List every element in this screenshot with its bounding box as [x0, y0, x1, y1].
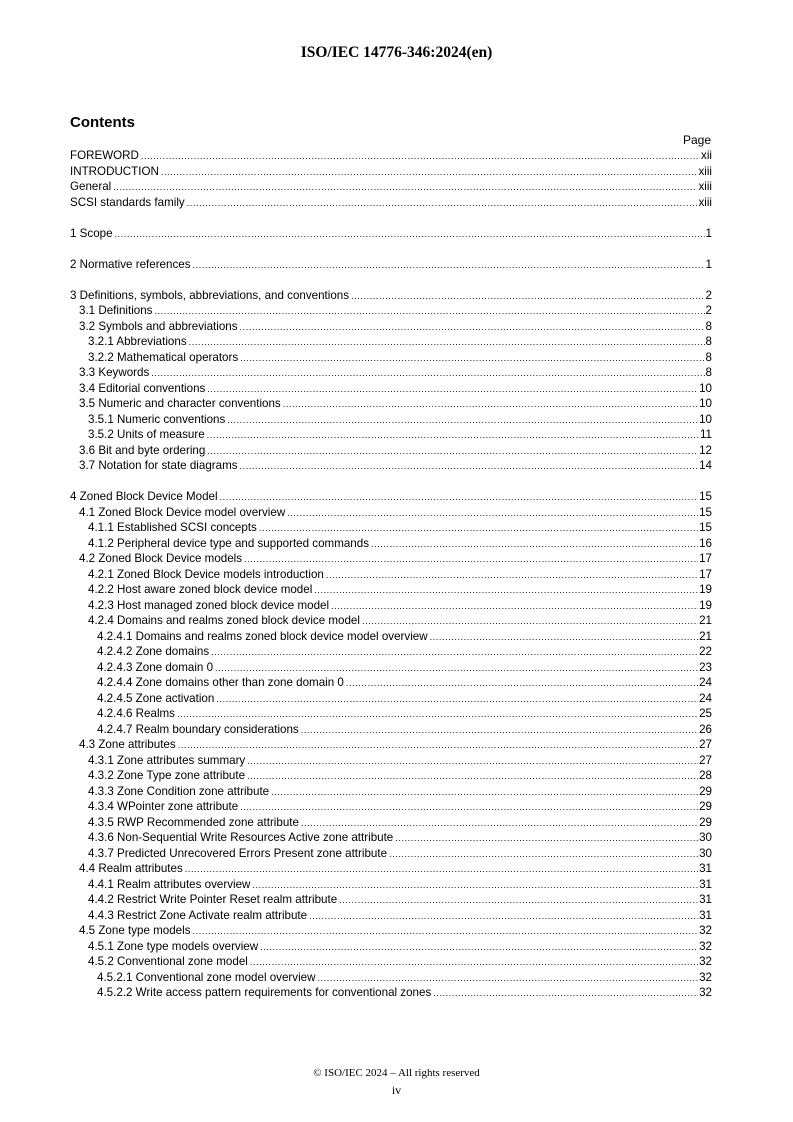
toc-entry-label: 4.1.2 Peripheral device type and supported commands [88, 536, 369, 550]
toc-entry-page: 24 [699, 676, 712, 689]
toc-dot-leader [433, 985, 698, 1001]
toc-entry-page: 30 [699, 831, 712, 844]
toc-entry-page: 31 [699, 862, 712, 875]
toc-entry-label: 4.3.5 RWP Recommended zone attribute [88, 815, 299, 829]
toc-entry-label: 4 Zoned Block Device Model [70, 490, 218, 503]
toc-dot-leader [326, 567, 698, 583]
toc-entry-label: FOREWORD [70, 149, 139, 162]
toc-dot-leader [244, 551, 698, 567]
toc-dot-leader [240, 458, 699, 474]
toc-entry[interactable] [70, 288, 712, 304]
toc-entry[interactable] [70, 846, 712, 862]
toc-entry[interactable] [70, 923, 712, 939]
toc-entry-page: 12 [699, 443, 712, 457]
toc-dot-leader [187, 195, 698, 211]
toc-entry[interactable] [70, 458, 712, 474]
toc-entry-page: 32 [699, 939, 712, 953]
contents-title: Contents [70, 114, 135, 131]
toc-entry-label: 4.2.4.1 Domains and realms zoned block device model overview [97, 629, 428, 643]
toc-dot-leader [220, 489, 699, 505]
toc-entry-page: 22 [699, 645, 712, 658]
toc-entry-page: xiii [698, 195, 712, 209]
toc-entry-label: 4.3.4 WPointer zone attribute [88, 800, 239, 813]
toc-entry-label: 4.3 Zone attributes [79, 738, 176, 751]
toc-entry-page: 24 [699, 691, 712, 705]
toc-dot-leader [314, 582, 698, 598]
toc-entry[interactable] [70, 753, 712, 769]
toc-entry-label: INTRODUCTION [70, 164, 159, 178]
toc-entry[interactable] [70, 691, 712, 707]
toc-entry-page: 14 [699, 459, 712, 472]
toc-entry-label: 3.4 Editorial conventions [79, 381, 206, 395]
toc-entry-page: 30 [699, 846, 712, 860]
toc-entry-page: 15 [699, 490, 712, 503]
toc-entry-label: 4.3.6 Non-Sequential Write Resources Active zone attribute [88, 831, 394, 844]
toc-entry-page: 19 [699, 598, 712, 612]
toc-entry-label: 4.4.1 Realm attributes overview [88, 877, 251, 891]
toc-entry-page: 32 [699, 986, 712, 999]
toc-entry[interactable] [70, 908, 712, 924]
toc-entry[interactable] [70, 551, 712, 567]
toc-dot-leader [193, 257, 705, 273]
toc-entry[interactable] [70, 737, 712, 753]
toc-dot-leader [309, 908, 698, 924]
toc-entry-label: 3.7 Notation for state diagrams [79, 459, 238, 472]
toc-dot-leader [161, 164, 698, 180]
toc-dot-leader [250, 954, 698, 970]
toc-dot-leader [430, 629, 699, 645]
toc-dot-leader [211, 644, 698, 660]
toc-entry-page: 31 [699, 893, 712, 906]
toc-entry-label: 2 Normative references [70, 257, 191, 271]
toc-dot-leader [154, 303, 704, 319]
document-header: ISO/IEC 14776-346:2024(en) [300, 44, 493, 61]
toc-dot-leader [240, 350, 704, 366]
toc-entry-page: 32 [699, 955, 712, 968]
toc-entry-page: 31 [699, 908, 712, 922]
toc-entry-label: 4.2.2 Host aware zoned block device model [88, 583, 313, 596]
page-number: iv [391, 1083, 402, 1097]
toc-dot-leader [178, 737, 698, 753]
toc-entry-page: 17 [699, 552, 712, 565]
toc-dot-leader [371, 536, 698, 552]
toc-entry-label: 4.2.4.3 Zone domain 0 [97, 660, 214, 674]
toc-dot-leader [151, 365, 704, 381]
toc-dot-leader [283, 396, 698, 412]
toc-entry[interactable] [70, 381, 712, 397]
toc-entry-label: 4.2.4.6 Realms [97, 707, 175, 720]
toc-dot-leader [351, 288, 704, 304]
toc-entry-page: 32 [699, 970, 712, 984]
toc-entry[interactable] [70, 675, 712, 691]
toc-entry[interactable] [70, 179, 712, 195]
toc-dot-leader [207, 427, 699, 443]
toc-dot-leader [207, 381, 698, 397]
toc-entry[interactable] [70, 257, 712, 273]
toc-entry[interactable] [70, 815, 712, 831]
toc-dot-leader [317, 970, 698, 986]
toc-dot-leader [215, 660, 698, 676]
toc-dot-leader [389, 846, 698, 862]
toc-entry-label: 4.2.4.5 Zone activation [97, 691, 215, 705]
toc-dot-leader [185, 861, 698, 877]
toc-dot-leader [362, 613, 698, 629]
toc-entry-page: 8 [705, 350, 712, 364]
toc-entry[interactable] [70, 334, 712, 350]
toc-entry[interactable] [70, 985, 712, 1001]
toc-entry[interactable] [70, 319, 712, 335]
toc-entry[interactable] [70, 148, 712, 164]
toc-dot-leader [260, 939, 698, 955]
toc-dot-leader [115, 226, 705, 242]
toc-entry-page: xii [701, 149, 712, 162]
toc-entry[interactable] [70, 644, 712, 660]
toc-entry[interactable] [70, 768, 712, 784]
toc-entry-label: 4.2.4 Domains and realms zoned block device model [88, 614, 360, 627]
toc-entry-label: 3.2.1 Abbreviations [88, 335, 187, 348]
toc-entry-page: 23 [699, 660, 712, 674]
toc-entry[interactable] [70, 706, 712, 722]
toc-entry-label: 4.5.2 Conventional zone model [88, 955, 248, 968]
toc-entry[interactable] [70, 939, 712, 955]
toc-entry-page: 27 [699, 753, 712, 767]
toc-entry-label: 3.2.2 Mathematical operators [88, 350, 239, 364]
toc-dot-leader [193, 923, 699, 939]
toc-dot-leader [240, 319, 705, 335]
toc-entry-label: 3.5.1 Numeric conventions [88, 412, 226, 426]
toc-entry-label: 4.3.2 Zone Type zone attribute [88, 769, 246, 782]
toc-entry-label: 4.3.3 Zone Condition zone attribute [88, 784, 270, 798]
toc-entry-page: 21 [699, 614, 712, 627]
toc-entry-label: 4.4.3 Restrict Zone Activate realm attribute [88, 908, 308, 922]
toc-entry-label: 3 Definitions, symbols, abbreviations, and conventions [70, 288, 350, 302]
toc-entry-page: 26 [699, 722, 712, 736]
toc-entry-label: 1 Scope [70, 226, 113, 240]
toc-dot-leader [207, 443, 698, 459]
toc-entry[interactable] [70, 892, 712, 908]
page-column-label: Page [682, 133, 711, 147]
toc-entry-label: 4.1.1 Established SCSI concepts [88, 521, 257, 534]
toc-entry-label: 4.2.4.4 Zone domains other than zone domain 0 [97, 676, 344, 689]
toc-entry-page: 10 [699, 397, 712, 410]
toc-entry-label: SCSI standards family [70, 195, 185, 209]
toc-entry-label: 4.5 Zone type models [79, 924, 191, 937]
toc-dot-leader [216, 691, 698, 707]
toc-entry-label: 3.5.2 Units of measure [88, 428, 205, 441]
toc-entry[interactable] [70, 520, 712, 536]
toc-dot-leader [113, 179, 697, 195]
toc-entry-label: 3.3 Keywords [79, 366, 150, 379]
toc-dot-leader [247, 768, 698, 784]
toc-entry-page: 19 [699, 583, 712, 596]
toc-entry-page: 8 [705, 319, 712, 333]
toc-entry[interactable] [70, 722, 712, 738]
toc-entry[interactable] [70, 164, 712, 180]
toc-entry-label: 4.5.1 Zone type models overview [88, 939, 259, 953]
toc-entry[interactable] [70, 226, 712, 242]
toc-entry-page: 21 [699, 629, 712, 643]
toc-entry[interactable] [70, 536, 712, 552]
toc-entry[interactable] [70, 427, 712, 443]
toc-dot-leader [301, 722, 698, 738]
toc-entry[interactable] [70, 303, 712, 319]
toc-entry[interactable] [70, 443, 712, 459]
toc-entry-page: 2 [705, 288, 712, 302]
toc-entry-page: 10 [699, 412, 712, 426]
toc-entry-page: 8 [705, 335, 712, 348]
toc-entry-page: 16 [699, 536, 712, 550]
toc-entry[interactable] [70, 350, 712, 366]
toc-entry-label: 4.4 Realm attributes [79, 862, 183, 875]
toc-entry-label: 4.5.2.2 Write access pattern requirements for conventional zones [97, 986, 432, 999]
toc-entry-page: 25 [699, 707, 712, 720]
toc-entry-page: 15 [699, 521, 712, 534]
toc-entry[interactable] [70, 799, 712, 815]
toc-entry-label: 3.1 Definitions [79, 304, 153, 317]
toc-entry-page: 17 [699, 567, 712, 581]
toc-entry[interactable] [70, 195, 712, 211]
toc-entry-page: xiii [698, 164, 712, 178]
toc-entry[interactable] [70, 970, 712, 986]
toc-entry[interactable] [70, 582, 712, 598]
table-of-contents [70, 148, 712, 1001]
toc-entry-page: 1 [705, 257, 712, 271]
toc-dot-leader [252, 877, 698, 893]
toc-entry[interactable] [70, 489, 712, 505]
toc-dot-leader [227, 412, 698, 428]
toc-entry[interactable] [70, 396, 712, 412]
toc-entry[interactable] [70, 660, 712, 676]
toc-entry-label: 4.4.2 Restrict Write Pointer Reset realm attribute [88, 893, 338, 906]
toc-entry-page: 32 [699, 924, 712, 937]
toc-entry-label: 3.6 Bit and byte ordering [79, 443, 206, 457]
toc-entry[interactable] [70, 830, 712, 846]
toc-entry-label: 4.3.1 Zone attributes summary [88, 753, 246, 767]
toc-entry[interactable] [70, 629, 712, 645]
toc-entry-page: 29 [699, 800, 712, 813]
toc-entry[interactable] [70, 954, 712, 970]
toc-entry[interactable] [70, 505, 712, 521]
toc-entry-page: 8 [705, 366, 712, 379]
toc-entry-label: 4.2 Zoned Block Device models [79, 552, 243, 565]
toc-dot-leader [141, 148, 700, 164]
toc-entry[interactable] [70, 861, 712, 877]
toc-dot-leader [346, 675, 698, 691]
toc-entry-label: 4.2.4.7 Realm boundary considerations [97, 722, 299, 736]
toc-dot-leader [247, 753, 698, 769]
toc-dot-leader [189, 334, 705, 350]
toc-entry[interactable] [70, 598, 712, 614]
toc-entry-label: 3.2 Symbols and abbreviations [79, 319, 238, 333]
toc-dot-leader [271, 784, 698, 800]
toc-entry-page: 1 [705, 226, 712, 240]
toc-dot-leader [287, 505, 698, 521]
toc-dot-leader [301, 815, 698, 831]
toc-dot-leader [339, 892, 698, 908]
toc-entry-label: 4.5.2.1 Conventional zone model overview [97, 970, 316, 984]
toc-entry-page: 27 [699, 738, 712, 751]
toc-entry-label: 4.2.1 Zoned Block Device models introduction [88, 567, 324, 581]
toc-entry-page: 15 [699, 505, 712, 519]
toc-entry-page: 10 [699, 381, 712, 395]
toc-dot-leader [259, 520, 698, 536]
toc-entry[interactable] [70, 784, 712, 800]
copyright-notice: © ISO/IEC 2024 – All rights reserved [313, 1067, 480, 1079]
toc-entry-label: 3.5 Numeric and character conventions [79, 397, 281, 410]
toc-entry-label: 4.3.7 Predicted Unrecovered Errors Present zone attribute [88, 846, 388, 860]
toc-dot-leader [395, 830, 698, 846]
toc-entry[interactable] [70, 613, 712, 629]
toc-entry-page: 29 [699, 784, 712, 798]
toc-entry[interactable] [70, 412, 712, 428]
toc-entry-label: General [70, 180, 112, 193]
toc-entry-page: xiii [698, 180, 712, 193]
toc-entry-page: 28 [699, 769, 712, 782]
toc-dot-leader [240, 799, 698, 815]
toc-entry-page: 31 [699, 877, 712, 891]
toc-entry-label: 4.1 Zoned Block Device model overview [79, 505, 286, 519]
toc-entry[interactable] [70, 365, 712, 381]
toc-entry-page: 29 [699, 815, 712, 829]
toc-dot-leader [177, 706, 698, 722]
toc-entry[interactable] [70, 567, 712, 583]
toc-dot-leader [331, 598, 698, 614]
toc-entry[interactable] [70, 877, 712, 893]
toc-entry-label: 4.2.4.2 Zone domains [97, 645, 210, 658]
toc-entry-label: 4.2.3 Host managed zoned block device model [88, 598, 330, 612]
toc-entry-page: 11 [699, 428, 712, 441]
toc-entry-page: 2 [705, 304, 712, 317]
